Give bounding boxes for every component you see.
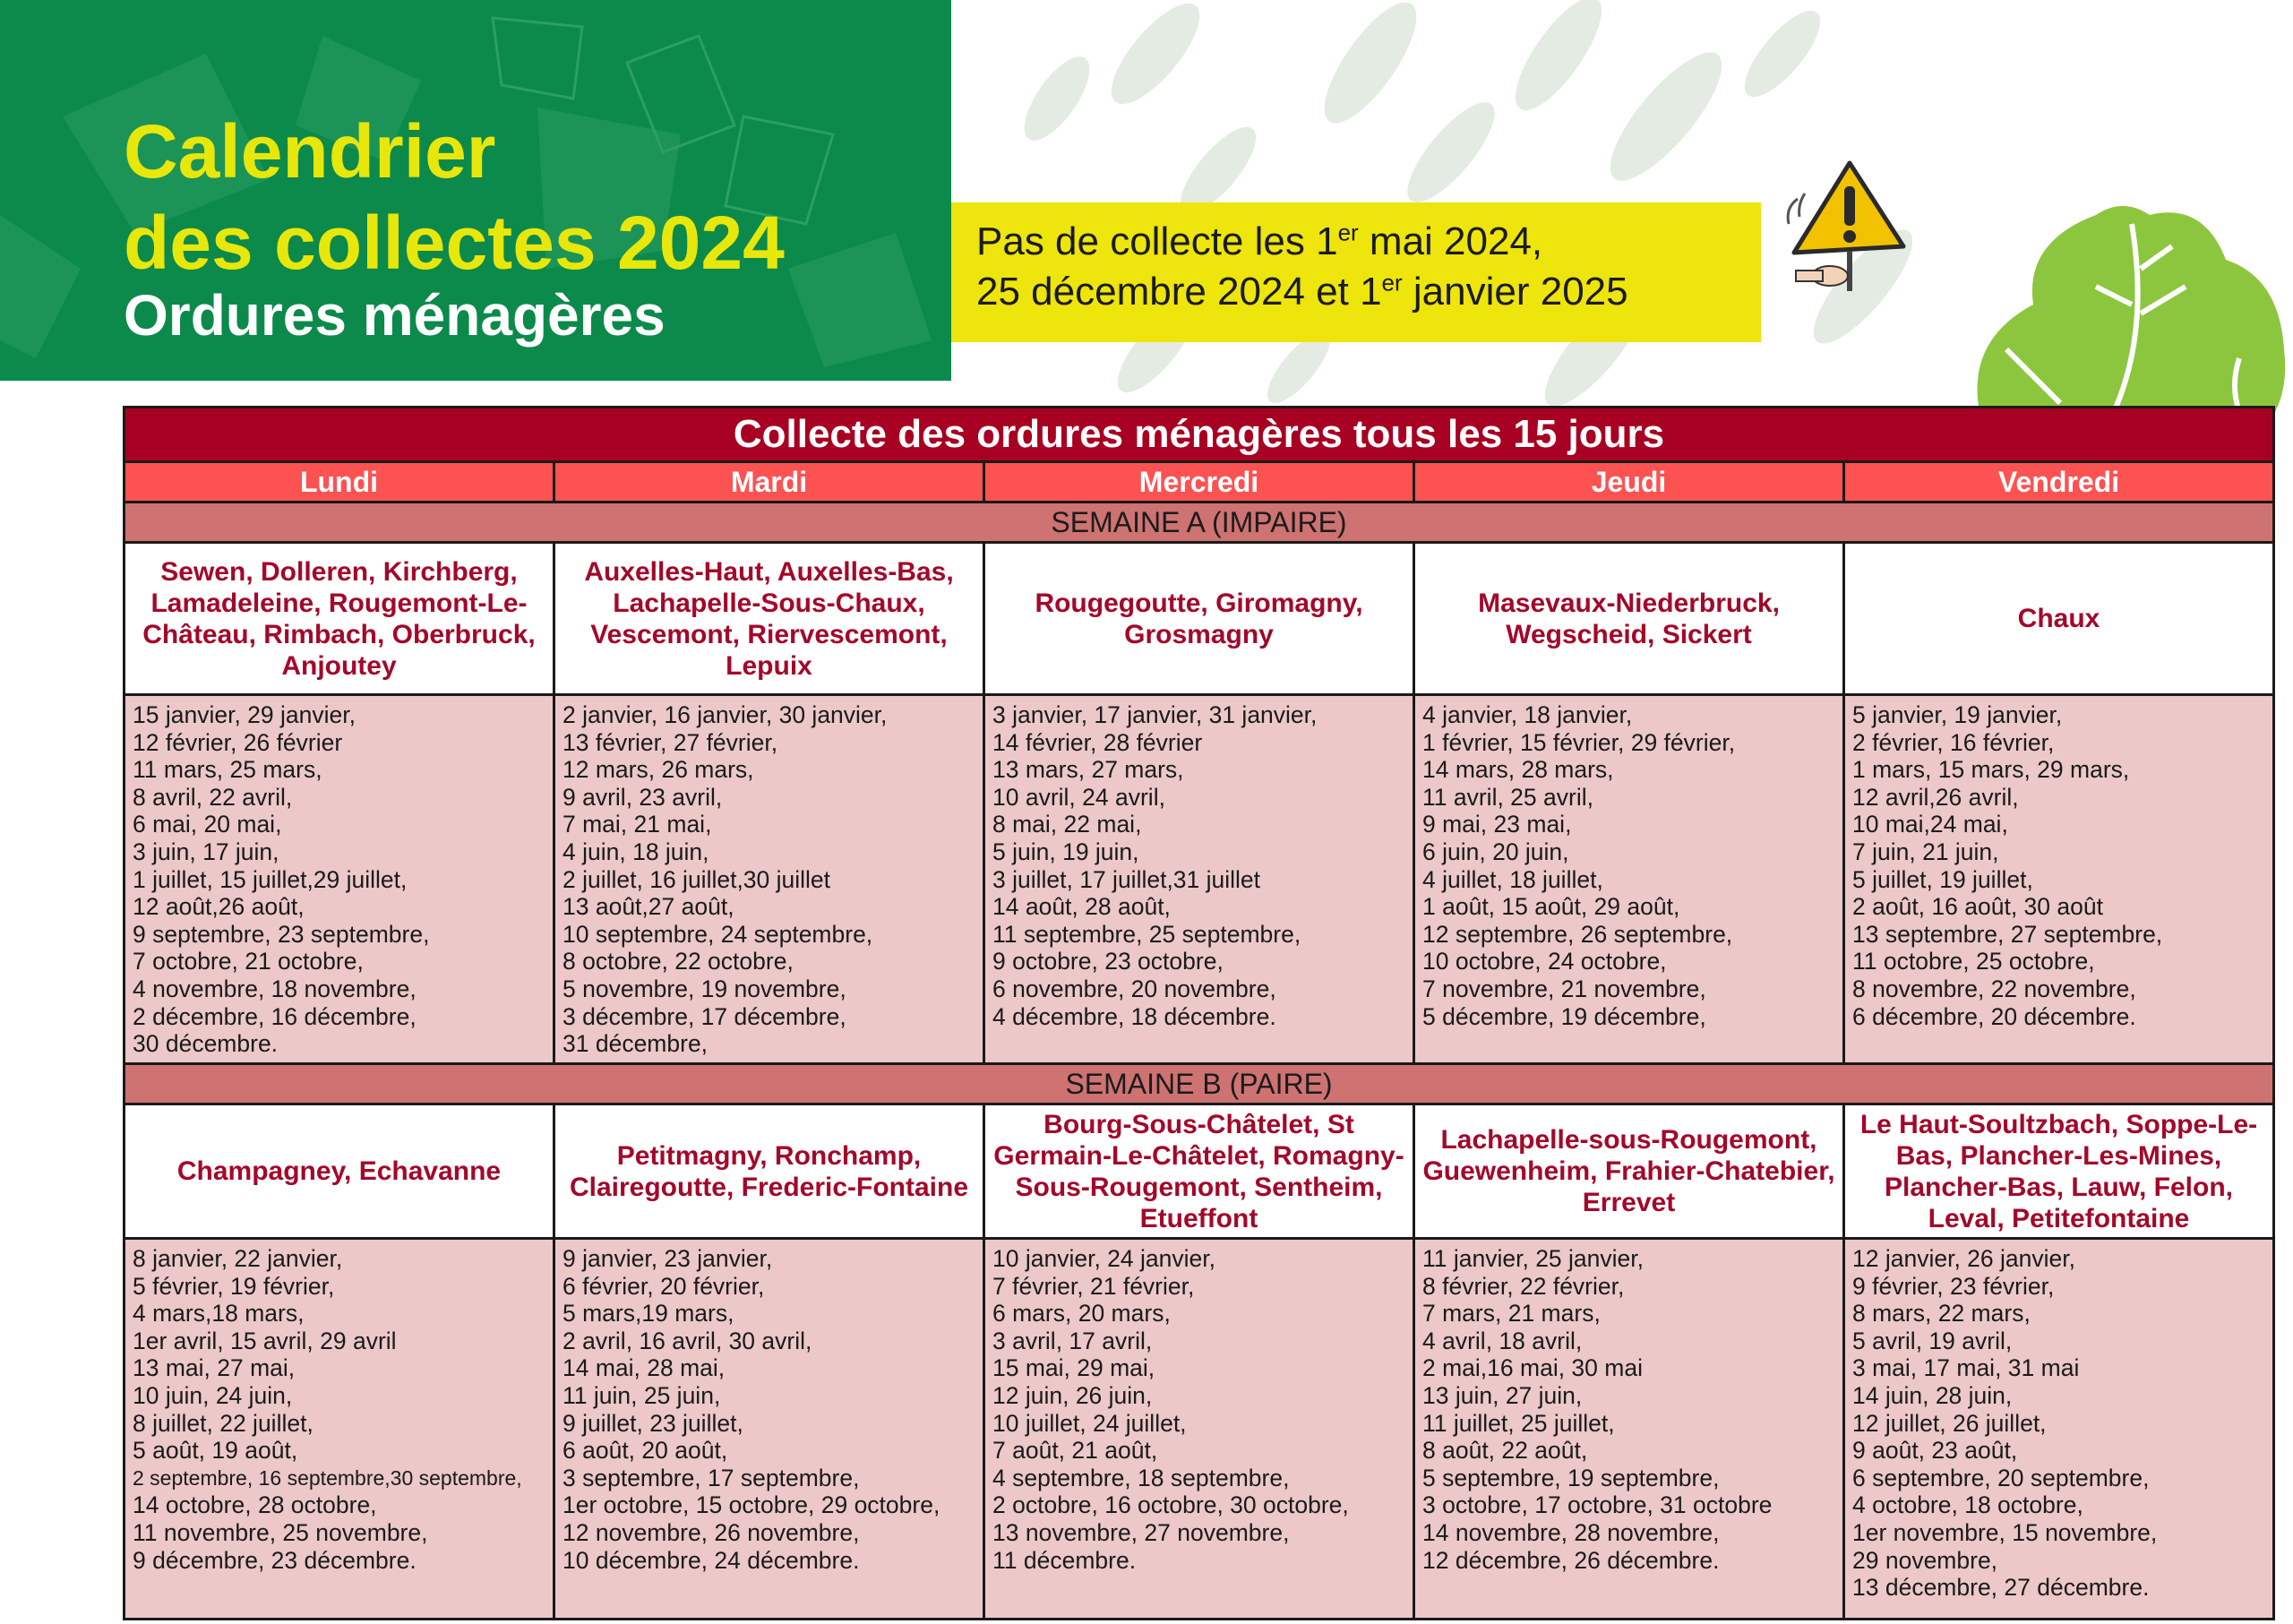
date-line: 3 décembre, 17 décembre, — [563, 1002, 846, 1030]
week-a-towns-lundi: Sewen, Dolleren, Kirchberg, Lamadeleine, Rougemont-Le-Château, Rimbach, Oberbruck, Anjoutey — [125, 543, 554, 695]
date-line: 14 août, 28 août, — [992, 893, 1171, 921]
date-line: 8 avril, 22 avril, — [133, 783, 293, 811]
date-line: 30 décembre. — [133, 1030, 279, 1058]
date-line: 12 août,26 août, — [133, 893, 305, 921]
week-b-towns-row — [125, 1104, 2274, 1239]
date-line: 6 mai, 20 mai, — [133, 811, 282, 838]
week-b-dates-mardi — [554, 1239, 984, 1620]
date-line: 3 janvier, 17 janvier, 31 janvier, — [992, 701, 1318, 728]
week-a-band-row — [125, 503, 2274, 543]
date-line: 13 février, 27 février, — [563, 728, 778, 756]
week-b-label: SEMAINE B (PAIRE) — [125, 1064, 2274, 1104]
date-line: 5 novembre, 19 novembre, — [563, 975, 846, 1002]
date-line: 7 juin, 21 juin, — [1852, 838, 1999, 865]
date-line: 4 janvier, 18 janvier, — [1422, 701, 1633, 728]
date-line: 5 août, 19 août, — [133, 1437, 298, 1465]
day-header-row — [125, 462, 2274, 503]
date-line: 14 octobre, 28 octobre, — [133, 1491, 377, 1519]
date-line: 2 avril, 16 avril, 30 avril, — [563, 1327, 812, 1354]
date-line: 14 mai, 28 mai, — [563, 1354, 726, 1382]
date-line: 11 juillet, 25 juillet, — [1422, 1409, 1615, 1437]
date-line: 2 février, 16 février, — [1852, 728, 2055, 756]
date-line: 5 juin, 19 juin, — [992, 838, 1139, 865]
date-line: 5 juillet, 19 juillet, — [1852, 865, 2033, 893]
week-a-towns-row — [125, 543, 2274, 695]
date-line: 10 janvier, 24 janvier, — [992, 1245, 1215, 1272]
date-line: 6 décembre, 20 décembre. — [1852, 1002, 2136, 1030]
date-line: 2 décembre, 16 décembre, — [133, 1002, 417, 1030]
date-line: 15 mai, 29 mai, — [992, 1354, 1155, 1382]
date-line: 2 juillet, 16 juillet,30 juillet — [563, 865, 831, 893]
week-a-dates-mercredi — [984, 695, 1414, 1064]
bush-illustration — [1971, 188, 2293, 412]
date-line: 1er avril, 15 avril, 29 avril — [133, 1327, 397, 1354]
week-a-dates-lundi — [125, 695, 554, 1064]
date-line: 5 avril, 19 avril, — [1852, 1327, 2013, 1354]
date-line: 3 mai, 17 mai, 31 mai — [1852, 1354, 2080, 1382]
date-line: 7 octobre, 21 octobre, — [133, 948, 364, 975]
week-a-dates-mardi — [554, 695, 984, 1064]
collection-calendar-table — [123, 406, 2275, 1620]
date-line: 5 septembre, 19 septembre, — [1422, 1464, 1720, 1491]
week-b-towns-lundi: Champagney, Echavanne — [125, 1104, 554, 1239]
date-line: 7 novembre, 21 novembre, — [1422, 975, 1706, 1002]
week-a-dates-jeudi — [1414, 695, 1844, 1064]
week-a-dates-row — [125, 695, 2274, 1064]
date-line: 11 novembre, 25 novembre, — [133, 1518, 428, 1546]
date-line: 7 mars, 21 mars, — [1422, 1300, 1601, 1328]
notice-line-2-text: 25 décembre 2024 et 1 — [976, 270, 1382, 314]
date-line: 2 octobre, 16 octobre, 30 octobre, — [992, 1491, 1349, 1519]
week-b-towns-vendredi: Le Haut-Soultzbach, Soppe-Le-Bas, Plancher-Les-Mines, Plancher-Bas, Lauw, Felon, Leval, Petitefontaine — [1844, 1104, 2274, 1239]
date-line: 6 septembre, 20 septembre, — [1852, 1464, 2150, 1491]
date-line: 7 février, 21 février, — [992, 1272, 1195, 1300]
date-line: 12 février, 26 février — [133, 728, 343, 756]
date-line: 13 septembre, 27 septembre, — [1852, 920, 2163, 948]
date-line: 4 mars,18 mars, — [133, 1300, 305, 1328]
week-b-towns-mardi: Petitmagny, Ronchamp, Clairegoutte, Frederic-Fontaine — [554, 1104, 984, 1239]
date-line: 9 août, 23 août, — [1852, 1437, 2018, 1465]
date-line: 14 novembre, 28 novembre, — [1422, 1518, 1720, 1546]
date-line: 10 juin, 24 juin, — [133, 1381, 293, 1409]
day-header-mercredi: Mercredi — [984, 462, 1414, 503]
date-line: 1 février, 15 février, 29 février, — [1422, 728, 1736, 756]
week-b-towns-mercredi: Bourg-Sous-Châtelet, St Germain-Le-Châtelet, Romagny-Sous-Rougemont, Sentheim, Etueffont — [984, 1104, 1414, 1239]
week-b-dates-row — [125, 1239, 2274, 1620]
date-line: 9 décembre, 23 décembre. — [133, 1546, 417, 1574]
date-line: 14 mars, 28 mars, — [1422, 756, 1614, 784]
week-b-dates-lundi — [125, 1239, 554, 1620]
date-line: 13 mai, 27 mai, — [133, 1354, 296, 1382]
week-b-dates-jeudi — [1414, 1239, 1844, 1620]
page-subtitle: Ordures ménagères — [124, 283, 666, 348]
date-line: 12 mars, 26 mars, — [563, 756, 754, 784]
notice-line-1-text: Pas de collecte les 1 — [976, 219, 1338, 263]
date-line: 10 juillet, 24 juillet, — [992, 1409, 1187, 1437]
date-line: 2 mai,16 mai, 30 mai — [1422, 1354, 1643, 1382]
notice-line-1 — [976, 217, 1761, 267]
date-line: 8 août, 22 août, — [1422, 1437, 1588, 1465]
date-line: 15 janvier, 29 janvier, — [133, 701, 356, 728]
warning-sign-icon — [1778, 152, 1912, 305]
date-line: 4 décembre, 18 décembre. — [992, 1002, 1276, 1030]
date-line: 10 mai,24 mai, — [1852, 811, 2008, 838]
week-a-label: SEMAINE A (IMPAIRE) — [125, 503, 2274, 543]
date-line: 5 février, 19 février, — [133, 1272, 335, 1300]
date-line: 3 avril, 17 avril, — [992, 1327, 1153, 1354]
date-line: 29 novembre, — [1852, 1546, 1998, 1574]
week-a-dates-vendredi — [1844, 695, 2274, 1064]
date-line: 1er octobre, 15 octobre, 29 octobre, — [563, 1491, 940, 1519]
date-line: 11 avril, 25 avril, — [1422, 783, 1593, 811]
date-line: 1er novembre, 15 novembre, — [1852, 1518, 2158, 1546]
date-line: 10 octobre, 24 octobre, — [1422, 948, 1667, 975]
date-line: 12 septembre, 26 septembre, — [1422, 920, 1733, 948]
date-line: 5 mars,19 mars, — [563, 1300, 734, 1328]
date-line: 9 septembre, 23 septembre, — [133, 920, 430, 948]
date-line: 31 décembre, — [563, 1030, 709, 1058]
date-line: 4 juillet, 18 juillet, — [1422, 865, 1603, 893]
date-line: 6 mars, 20 mars, — [992, 1300, 1171, 1328]
date-line: 3 octobre, 17 octobre, 31 octobre — [1422, 1491, 1773, 1519]
week-b-towns-jeudi: Lachapelle-sous-Rougemont, Guewenheim, Frahier-Chatebier, Errevet — [1414, 1104, 1844, 1239]
date-line: 13 juin, 27 juin, — [1422, 1381, 1583, 1409]
date-line: 10 décembre, 24 décembre. — [563, 1546, 860, 1574]
date-line: 8 juillet, 22 juillet, — [133, 1409, 313, 1437]
day-header-vendredi: Vendredi — [1844, 462, 2274, 503]
date-line: 12 décembre, 26 décembre. — [1422, 1546, 1720, 1574]
date-line: 9 octobre, 23 octobre, — [992, 948, 1224, 975]
day-header-jeudi: Jeudi — [1414, 462, 1844, 503]
date-line: 1 août, 15 août, 29 août, — [1422, 893, 1680, 921]
date-line: 2 janvier, 16 janvier, 30 janvier, — [563, 701, 888, 728]
week-b-band-row — [125, 1064, 2274, 1104]
title-line-1: Calendrier — [124, 109, 496, 193]
date-line: 4 avril, 18 avril, — [1422, 1327, 1583, 1354]
date-line: 2 septembre, 16 septembre,30 septembre, — [133, 1465, 522, 1490]
date-line: 4 juin, 18 juin, — [563, 838, 709, 865]
week-b-dates-mercredi — [984, 1239, 1414, 1620]
week-a-towns-vendredi: Chaux — [1844, 543, 2274, 695]
date-line: 4 novembre, 18 novembre, — [133, 975, 417, 1002]
date-line: 3 juillet, 17 juillet,31 juillet — [992, 865, 1261, 893]
no-collection-notice — [951, 202, 1761, 342]
table-title-row — [125, 408, 2274, 462]
date-line: 12 juin, 26 juin, — [992, 1381, 1153, 1409]
date-line: 4 septembre, 18 septembre, — [992, 1464, 1290, 1491]
date-line: 6 novembre, 20 novembre, — [992, 975, 1276, 1002]
notice-line-2 — [976, 267, 1761, 317]
date-line: 7 août, 21 août, — [992, 1437, 1158, 1465]
date-line: 5 janvier, 19 janvier, — [1852, 701, 2063, 728]
date-line: 8 janvier, 22 janvier, — [133, 1245, 343, 1272]
date-line: 6 août, 20 août, — [563, 1437, 728, 1465]
date-line: 13 mars, 27 mars, — [992, 756, 1184, 784]
date-line: 11 mars, 25 mars, — [133, 756, 322, 784]
date-line: 13 décembre, 27 décembre. — [1852, 1574, 2150, 1602]
day-header-lundi: Lundi — [125, 462, 554, 503]
notice-line-2-sup: er — [1381, 269, 1403, 296]
date-line: 10 avril, 24 avril, — [992, 783, 1165, 811]
date-line: 3 juin, 17 juin, — [133, 838, 279, 865]
date-line: 8 février, 22 février, — [1422, 1272, 1625, 1300]
date-line: 13 août,27 août, — [563, 893, 734, 921]
date-line: 11 janvier, 25 janvier, — [1422, 1245, 1645, 1272]
date-line: 9 janvier, 23 janvier, — [563, 1245, 773, 1272]
date-line: 9 février, 23 février, — [1852, 1272, 2055, 1300]
date-line: 2 août, 16 août, 30 août — [1852, 893, 2103, 921]
date-line: 6 juin, 20 juin, — [1422, 838, 1569, 865]
date-line: 14 février, 28 février — [992, 728, 1203, 756]
date-line: 11 septembre, 25 septembre, — [992, 920, 1301, 948]
date-line: 1 juillet, 15 juillet,29 juillet, — [133, 865, 408, 893]
date-line: 13 novembre, 27 novembre, — [992, 1518, 1290, 1546]
notice-line-1-end: mai 2024, — [1358, 219, 1543, 263]
title-line-2: des collectes 2024 — [124, 201, 785, 285]
date-line: 6 février, 20 février, — [563, 1272, 765, 1300]
week-a-towns-mercredi: Rougegoutte, Giromagny, Grosmagny — [984, 543, 1414, 695]
date-line: 11 décembre. — [992, 1546, 1137, 1574]
week-a-towns-mardi: Auxelles-Haut, Auxelles-Bas, Lachapelle-Sous-Chaux, Vescemont, Riervescemont, Lepuix — [554, 543, 984, 695]
page-title — [124, 106, 785, 288]
date-line: 12 janvier, 26 janvier, — [1852, 1245, 2075, 1272]
date-line: 12 novembre, 26 novembre, — [563, 1518, 860, 1546]
week-a-towns-jeudi: Masevaux-Niederbruck, Wegscheid, Sickert — [1414, 543, 1844, 695]
date-line: 12 juillet, 26 juillet, — [1852, 1409, 2047, 1437]
date-line: 8 mars, 22 mars, — [1852, 1300, 2031, 1328]
date-line: 12 avril,26 avril, — [1852, 783, 2019, 811]
date-line: 9 avril, 23 avril, — [563, 783, 723, 811]
date-line: 8 octobre, 22 octobre, — [563, 948, 794, 975]
table-title: Collecte des ordures ménagères tous les 15 jours — [125, 408, 2274, 462]
date-line: 8 novembre, 22 novembre, — [1852, 975, 2136, 1002]
week-b-dates-vendredi — [1844, 1239, 2274, 1620]
notice-line-1-sup: er — [1337, 219, 1359, 246]
date-line: 3 septembre, 17 septembre, — [563, 1464, 860, 1491]
date-line: 4 octobre, 18 octobre, — [1852, 1491, 2083, 1519]
date-line: 9 juillet, 23 juillet, — [563, 1409, 743, 1437]
date-line: 11 juin, 25 juin, — [563, 1381, 721, 1409]
date-line: 10 septembre, 24 septembre, — [563, 920, 873, 948]
date-line: 1 mars, 15 mars, 29 mars, — [1852, 756, 2130, 784]
day-header-mardi: Mardi — [554, 462, 984, 503]
date-line: 11 octobre, 25 octobre, — [1852, 948, 2095, 975]
date-line: 7 mai, 21 mai, — [563, 811, 712, 838]
date-line: 8 mai, 22 mai, — [992, 811, 1142, 838]
date-line: 5 décembre, 19 décembre, — [1422, 1002, 1706, 1030]
notice-line-2-end: janvier 2025 — [1402, 270, 1628, 314]
date-line: 14 juin, 28 juin, — [1852, 1381, 2013, 1409]
date-line: 9 mai, 23 mai, — [1422, 811, 1572, 838]
